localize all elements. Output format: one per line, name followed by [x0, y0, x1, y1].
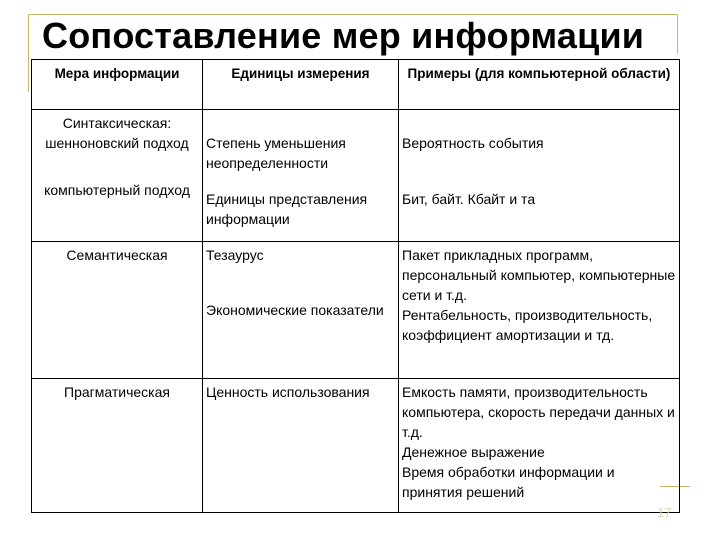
measure-text: Синтаксическая:	[62, 115, 172, 131]
cell-examples	[399, 379, 680, 513]
measure-text: Прагматическая	[64, 384, 170, 400]
slide-title: Сопоставление мер информации	[42, 15, 645, 56]
table-row	[32, 379, 680, 513]
examples-text: Бит, байт. Кбайт и та	[402, 191, 536, 207]
units-text: Единицы представления информации	[206, 191, 368, 227]
page-number: 17	[657, 505, 672, 520]
cell-examples	[399, 110, 680, 242]
header-measure: Мера информации	[32, 60, 203, 110]
examples-text: Денежное выражение	[402, 444, 545, 460]
cell-measure	[32, 379, 203, 513]
units-text: Ценность использования	[206, 384, 370, 400]
cell-examples	[399, 242, 680, 379]
header-examples: Примеры (для компьютерной области)	[399, 60, 680, 110]
cell-units	[203, 242, 399, 379]
examples-text: Емкость памяти, производительность компьютера, скорость передачи данных и т.д.	[402, 384, 675, 440]
table-row	[32, 110, 680, 242]
cell-units	[203, 110, 399, 242]
table-header-row	[32, 60, 680, 110]
examples-text: Пакет прикладных программ, персональный компьютер, компьютерные сети и т.д.	[402, 247, 676, 303]
comparison-table	[31, 59, 680, 513]
cell-units	[203, 379, 399, 513]
units-text: Степень уменьшения неопределенности	[206, 135, 346, 171]
units-text: Экономические показатели	[206, 302, 384, 318]
units-text: Тезаурус	[206, 247, 264, 263]
header-units: Единицы измерения	[203, 60, 399, 110]
examples-text: Вероятность события	[402, 135, 544, 151]
measure-text: Семантическая	[66, 247, 168, 263]
decorative-left-line	[28, 14, 29, 92]
table-row	[32, 242, 680, 379]
measure-text: компьютерный подход	[44, 182, 190, 198]
examples-text: Время обработки информации и принятия решений	[402, 464, 615, 500]
measure-text: шенноновский подход	[45, 135, 189, 151]
decorative-right-line	[677, 14, 678, 54]
cell-measure	[32, 242, 203, 379]
examples-text: Рентабельность, производительность, коэффициент амортизации и тд.	[402, 307, 653, 343]
cell-measure	[32, 110, 203, 242]
